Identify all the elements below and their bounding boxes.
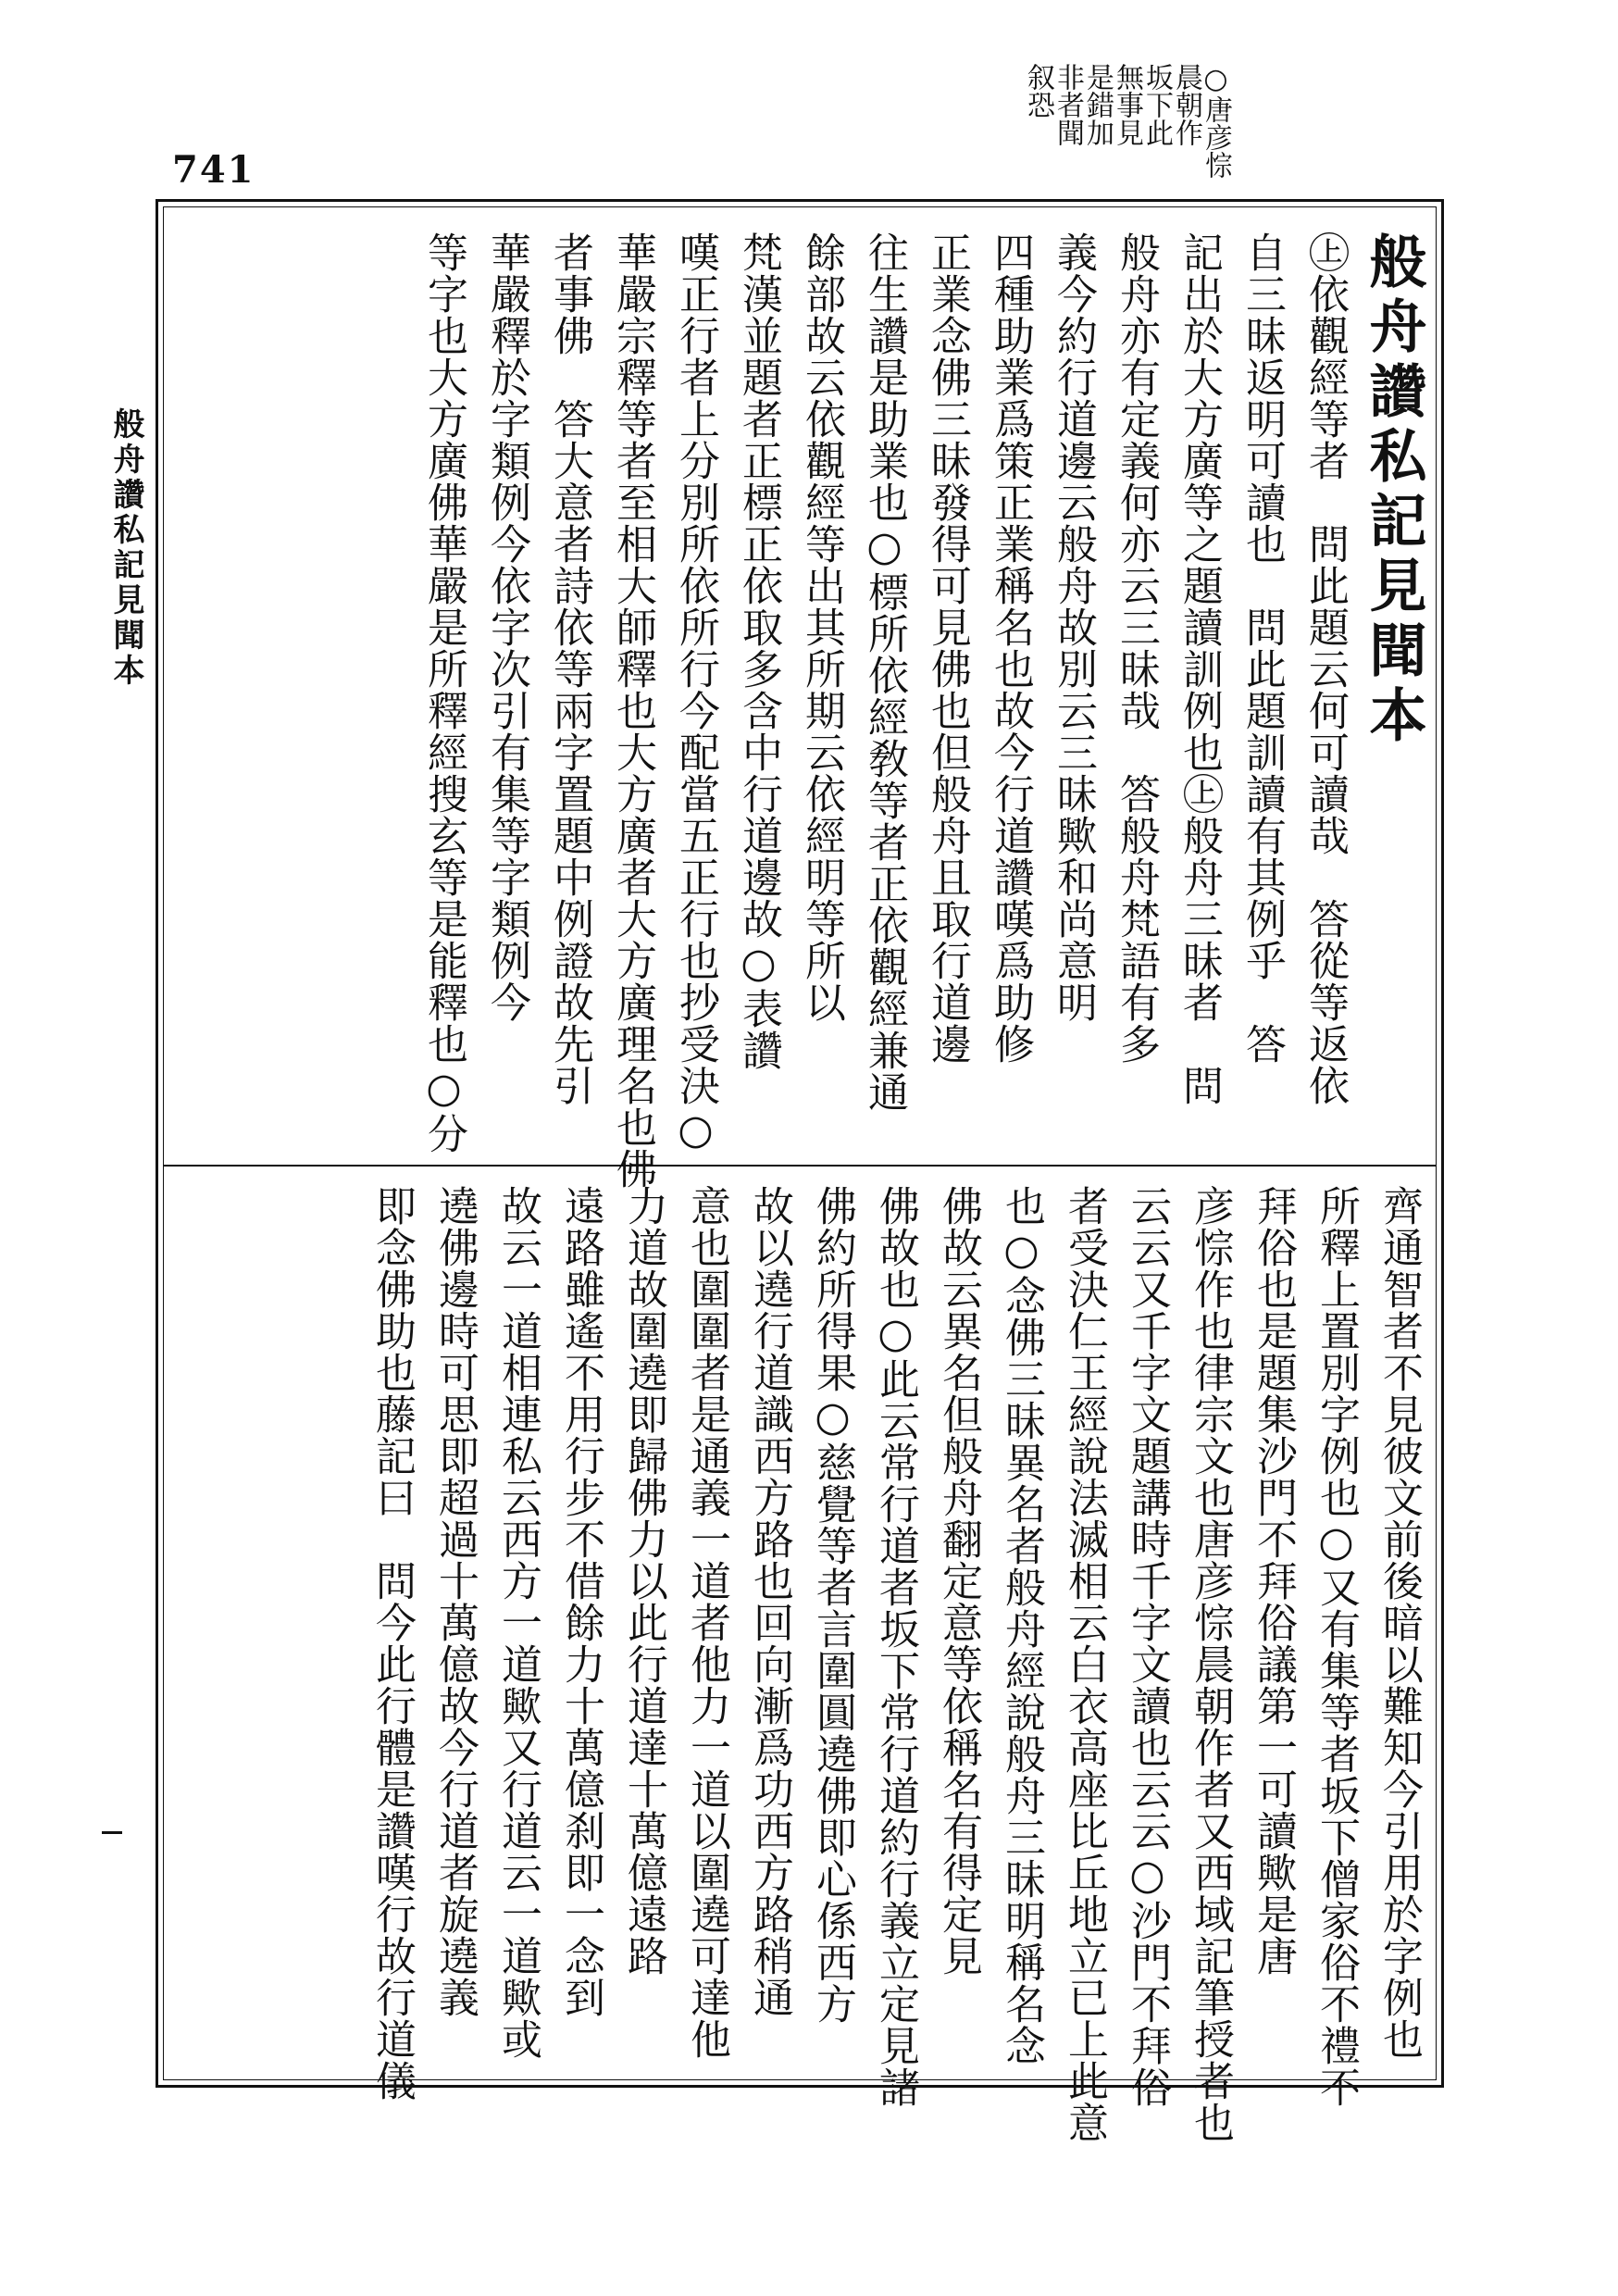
document-title: 般舟讚私記見聞本 <box>1360 231 1427 750</box>
margin-running-title: 般舟讚私記見聞本 <box>107 407 144 689</box>
upper-body-text: ㊤依觀經等者 問此題云何可讀哉 答從等返依 自三昧返明可讀也 問此題訓讀有其例乎 答 記出於大方廣等之題讀訓例也㊤般舟三昧者 問 般舟亦有定義何亦云三昧哉 答般舟梵語有多 義今約行道邊云般舟故別云三昧歟和尚意明 四種助業爲策正業稱名也故今行道讚嘆爲助修 正業念佛三昧發得可見佛也但般舟且取行道邊 往生讚是助業也○標所依經敎等者正依觀經兼通 餘部故云依觀經等出其所期云依經明等所以 梵漢並題者正標正依取多含中行道邊故○表讚 嘆正行者上分別所依所行今配當五正行也抄受決○ 華嚴宗釋等者至相大師釋也大方廣者大方廣理名也佛 者事佛 答大意者詩依等兩字置題中例證故先引 華嚴釋於字類例今依字次引有集等字類例今 等字也大方廣佛華嚴是所釋經搜玄等是能釋也○分 <box>420 231 1349 1190</box>
header-note: ○唐彦悰 晨朝作 坂下此 無事見 是錯加 非者聞 叙恐 <box>1022 63 1232 179</box>
page-number: 741 <box>172 148 255 192</box>
section-divider <box>163 1165 1437 1167</box>
lower-section <box>190 1185 1430 2143</box>
lower-body-text: 齊通智者不見彼文前後暗以難知今引用於字例也 所釋上置別字例也○又有集等者坂下僧家俗不禮不 拜俗也是題集沙門不拜俗議第一可讀歟是唐 彦悰作也律宗文也唐彦悰晨朝作者又西域記筆授者也 云云又千字文題講時千字文讀也云云○沙門不拜俗 者受決仁王經說法滅相云白衣高座比丘地立已上此意 也○念佛三昧異名者般舟經說般舟三昧明稱名念 佛故云異名但般舟翻定意等依稱名有得定見 佛故也○此云常行道者坂下常行道約行義立定見諸 佛約所得果○慈覺等者言圍圓遶佛即心係西方 故以遶行道識西方路也回向漸爲功西方路稍通 意也圍圍者是通義一道者他力一道以圍遶可達他 力道故圍遶即歸佛力以此行道達十萬億遠路 遠路雖遙不用行步不借餘力十萬億刹即一念到 故云一道相連私云西方一道歟又行道云一道歟或 遶佛邊時可思即超過十萬億故今行道者旋遶義 即念佛助也藤記曰 問今此行體是讚嘆行故行道儀 <box>368 1185 1423 2143</box>
margin-mark <box>102 1831 122 1834</box>
upper-section <box>190 231 1430 1190</box>
